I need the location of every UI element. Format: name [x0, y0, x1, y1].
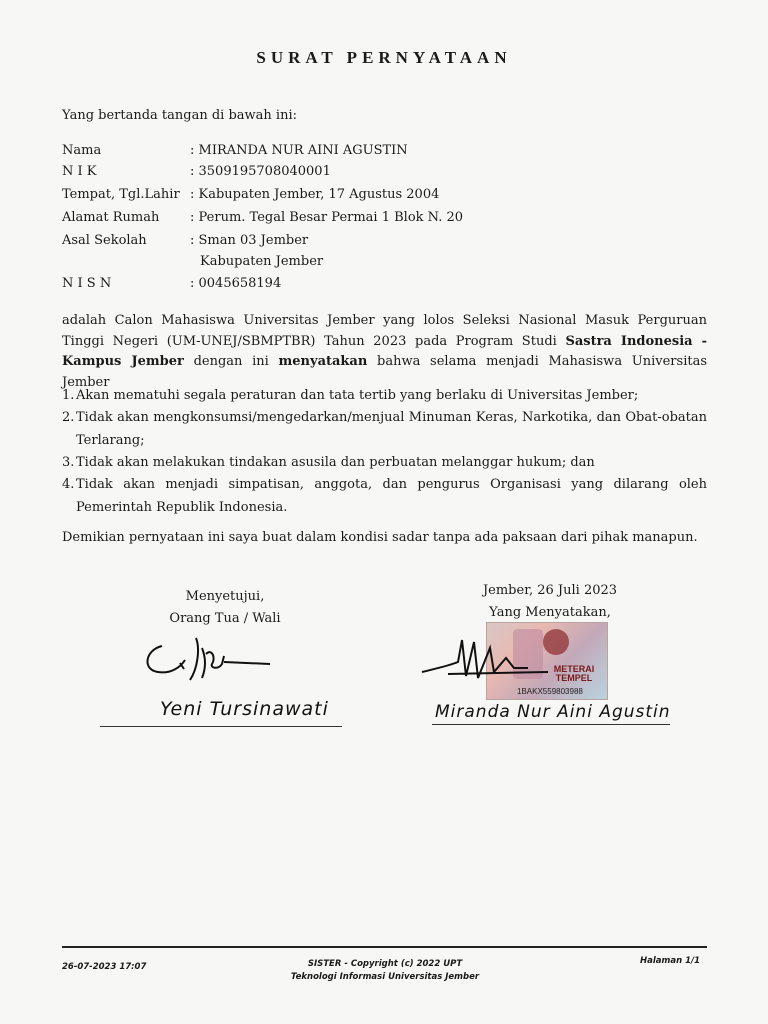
intro-text: Yang bertanda tangan di bawah ini:: [62, 108, 297, 123]
list-number: 1.: [62, 388, 75, 403]
student-signature-line: [432, 724, 670, 725]
field-value: : 3509195708040001: [190, 164, 331, 179]
student-signature-block: [470, 580, 630, 624]
footer-center: [270, 958, 500, 984]
document-title: SURAT PERNYATAAN: [256, 48, 512, 67]
statement-declare: menyatakan: [278, 354, 368, 369]
approval-label: Menyetujui,: [185, 589, 265, 604]
student-handwritten-name: Miranda Nur Aini Agustin: [435, 702, 671, 722]
statement-paragraph: [62, 311, 707, 393]
list-number: 3.: [62, 455, 75, 470]
statement-program: Sastra Indonesia - Kampus Jember: [62, 333, 707, 369]
student-signature-scribble: [418, 628, 558, 698]
field-label: Asal Sekolah: [62, 233, 147, 248]
closing-text: Demikian pernyataan ini saya buat dalam kondisi sadar tanpa ada paksaan dari pihak manapun.: [62, 530, 698, 545]
footer-datetime: 26-07-2023 17:07: [62, 962, 147, 972]
field-label: N I K: [62, 164, 97, 179]
footer-institution: Teknologi Informasi Universitas Jember: [290, 972, 480, 982]
parent-signature-block: [150, 586, 300, 630]
field-label: Nama: [62, 143, 102, 158]
stamp-code: 1BAKX559803988: [517, 687, 583, 696]
field-label: Tempat, Tgl.Lahir: [62, 187, 180, 202]
parent-handwritten-name: Yeni Tursinawati: [160, 698, 329, 720]
field-value: : MIRANDA NUR AINI AGUSTIN: [190, 143, 408, 158]
statement-text-2: dengan ini: [183, 354, 279, 369]
place-date: Jember, 26 Juli 2023: [482, 583, 618, 598]
list-number: 4.: [62, 477, 75, 492]
stamp-subtitle: TEMPEL: [555, 673, 593, 683]
stamp-title: METERAI: [553, 664, 595, 674]
list-number: 2.: [62, 410, 75, 425]
field-value: : Sman 03 Jember: [190, 233, 309, 248]
statement-text-1: adalah Calon Mahasiswa Universitas Jember yang lolos Seleksi Nasional Masuk Perguruan Tinggi Negeri (UM-UNEJ/SBMPTBR) Tahun 2023 pada Program Studi: [62, 313, 707, 349]
parent-label: Orang Tua / Wali: [169, 611, 281, 626]
footer-page: Halaman 1/1: [640, 956, 701, 966]
list-text: Tidak akan menjadi simpatisan, anggota, dan pengurus Organisasi yang dilarang oleh Pemerintah Republik Indonesia.: [76, 477, 707, 515]
declarant-label: Yang Menyatakan,: [489, 605, 611, 620]
list-text: Tidak akan mengkonsumsi/mengedarkan/menjual Minuman Keras, Narkotika, dan Obat-obatan Terlarang;: [76, 410, 707, 448]
parent-signature-scribble: [140, 628, 290, 688]
field-value: : Kabupaten Jember, 17 Agustus 2004: [190, 187, 440, 202]
list-text: Tidak akan melakukan tindakan asusila dan perbuatan melanggar hukum; dan: [76, 455, 595, 470]
field-label: N I S N: [62, 276, 112, 291]
field-value: Kabupaten Jember: [200, 254, 324, 269]
statement-text-3: bahwa selama menjadi Mahasiswa Universitas Jember: [62, 354, 707, 390]
footer-rule: [62, 946, 707, 948]
field-value: : Perum. Tegal Besar Permai 1 Blok N. 20: [190, 210, 464, 225]
parent-signature-line: [100, 726, 342, 727]
field-value: : 0045658194: [190, 276, 282, 291]
footer-copyright: SISTER - Copyright (c) 2022 UPT: [307, 959, 463, 969]
list-text: Akan mematuhi segala peraturan dan tata tertib yang berlaku di Universitas Jember;: [76, 388, 639, 403]
field-label: Alamat Rumah: [62, 210, 160, 225]
